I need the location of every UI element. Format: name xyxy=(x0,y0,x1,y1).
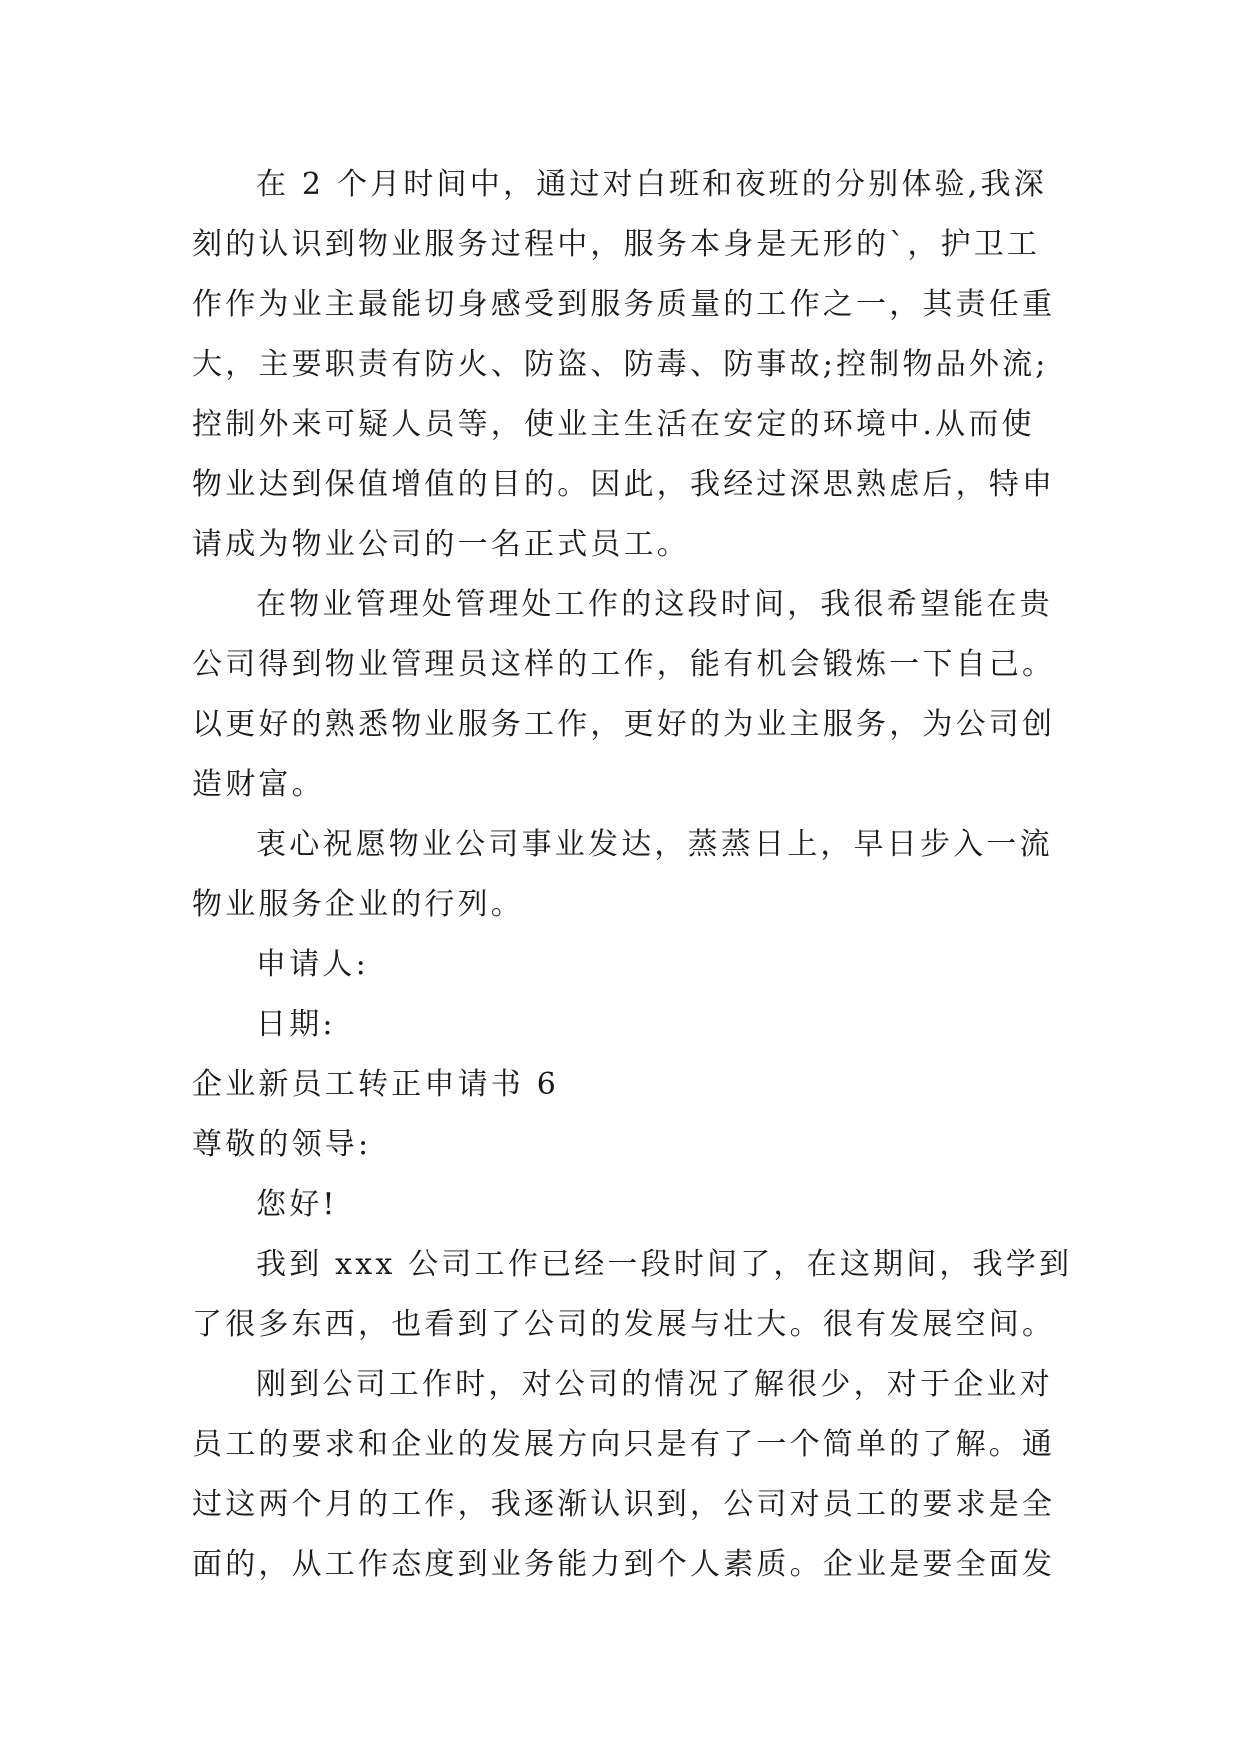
body-text-line: 在 2 个月时间中，通过对白班和夜班的分别体验,我深 xyxy=(256,167,1047,202)
body-text-line: 衷心祝愿物业公司事业发达，蒸蒸日上，早日步入一流 xyxy=(256,827,1053,862)
body-text-line: 在物业管理处管理处工作的这段时间，我很希望能在贵 xyxy=(256,587,1053,622)
body-text-line: 员工的要求和企业的发展方向只是有了一个简单的了解。通 xyxy=(192,1427,1056,1462)
body-text-line: 控制外来可疑人员等，使业主生活在安定的环境中.从而使 xyxy=(192,407,1035,442)
greeting: 您好! xyxy=(256,1187,338,1222)
salutation: 尊敬的领导: xyxy=(192,1127,372,1162)
section-title: 企业新员工转正申请书 6 xyxy=(192,1067,560,1102)
body-text-line: 造财富。 xyxy=(192,767,325,802)
body-text-line: 刚到公司工作时，对公司的情况了解很少，对于企业对 xyxy=(256,1367,1053,1402)
body-text-line: 刻的认识到物业服务过程中，服务本身是无形的`，护卫工 xyxy=(192,227,1041,262)
body-text-line: 物业达到保值增值的目的。因此，我经过深思熟虑后，特申 xyxy=(192,467,1056,502)
body-text-line: 物业服务企业的行列。 xyxy=(192,887,524,922)
body-text-line: 以更好的熟悉物业服务工作，更好的为业主服务，为公司创 xyxy=(192,707,1056,742)
body-text-line: 请成为物业公司的一名正式员工。 xyxy=(192,527,690,562)
applicant-label: 申请人: xyxy=(256,947,369,982)
body-text-line: 公司得到物业管理员这样的工作，能有机会锻炼一下自己。 xyxy=(192,647,1056,682)
date-label: 日期: xyxy=(256,1007,336,1042)
body-text-line: 过这两个月的工作，我逐渐认识到，公司对员工的要求是全 xyxy=(192,1487,1056,1522)
body-text-line: 面的，从工作态度到业务能力到个人素质。企业是要全面发 xyxy=(192,1547,1056,1582)
body-text-line: 作作为业主最能切身感受到服务质量的工作之一，其责任重 xyxy=(192,287,1056,322)
body-text-line: 大，主要职责有防火、防盗、防毒、防事故;控制物品外流; xyxy=(192,347,1049,382)
body-text-line: 我到 xxx 公司工作已经一段时间了，在这期间，我学到 xyxy=(256,1247,1073,1282)
body-text-line: 了很多东西，也看到了公司的发展与壮大。很有发展空间。 xyxy=(192,1307,1056,1342)
